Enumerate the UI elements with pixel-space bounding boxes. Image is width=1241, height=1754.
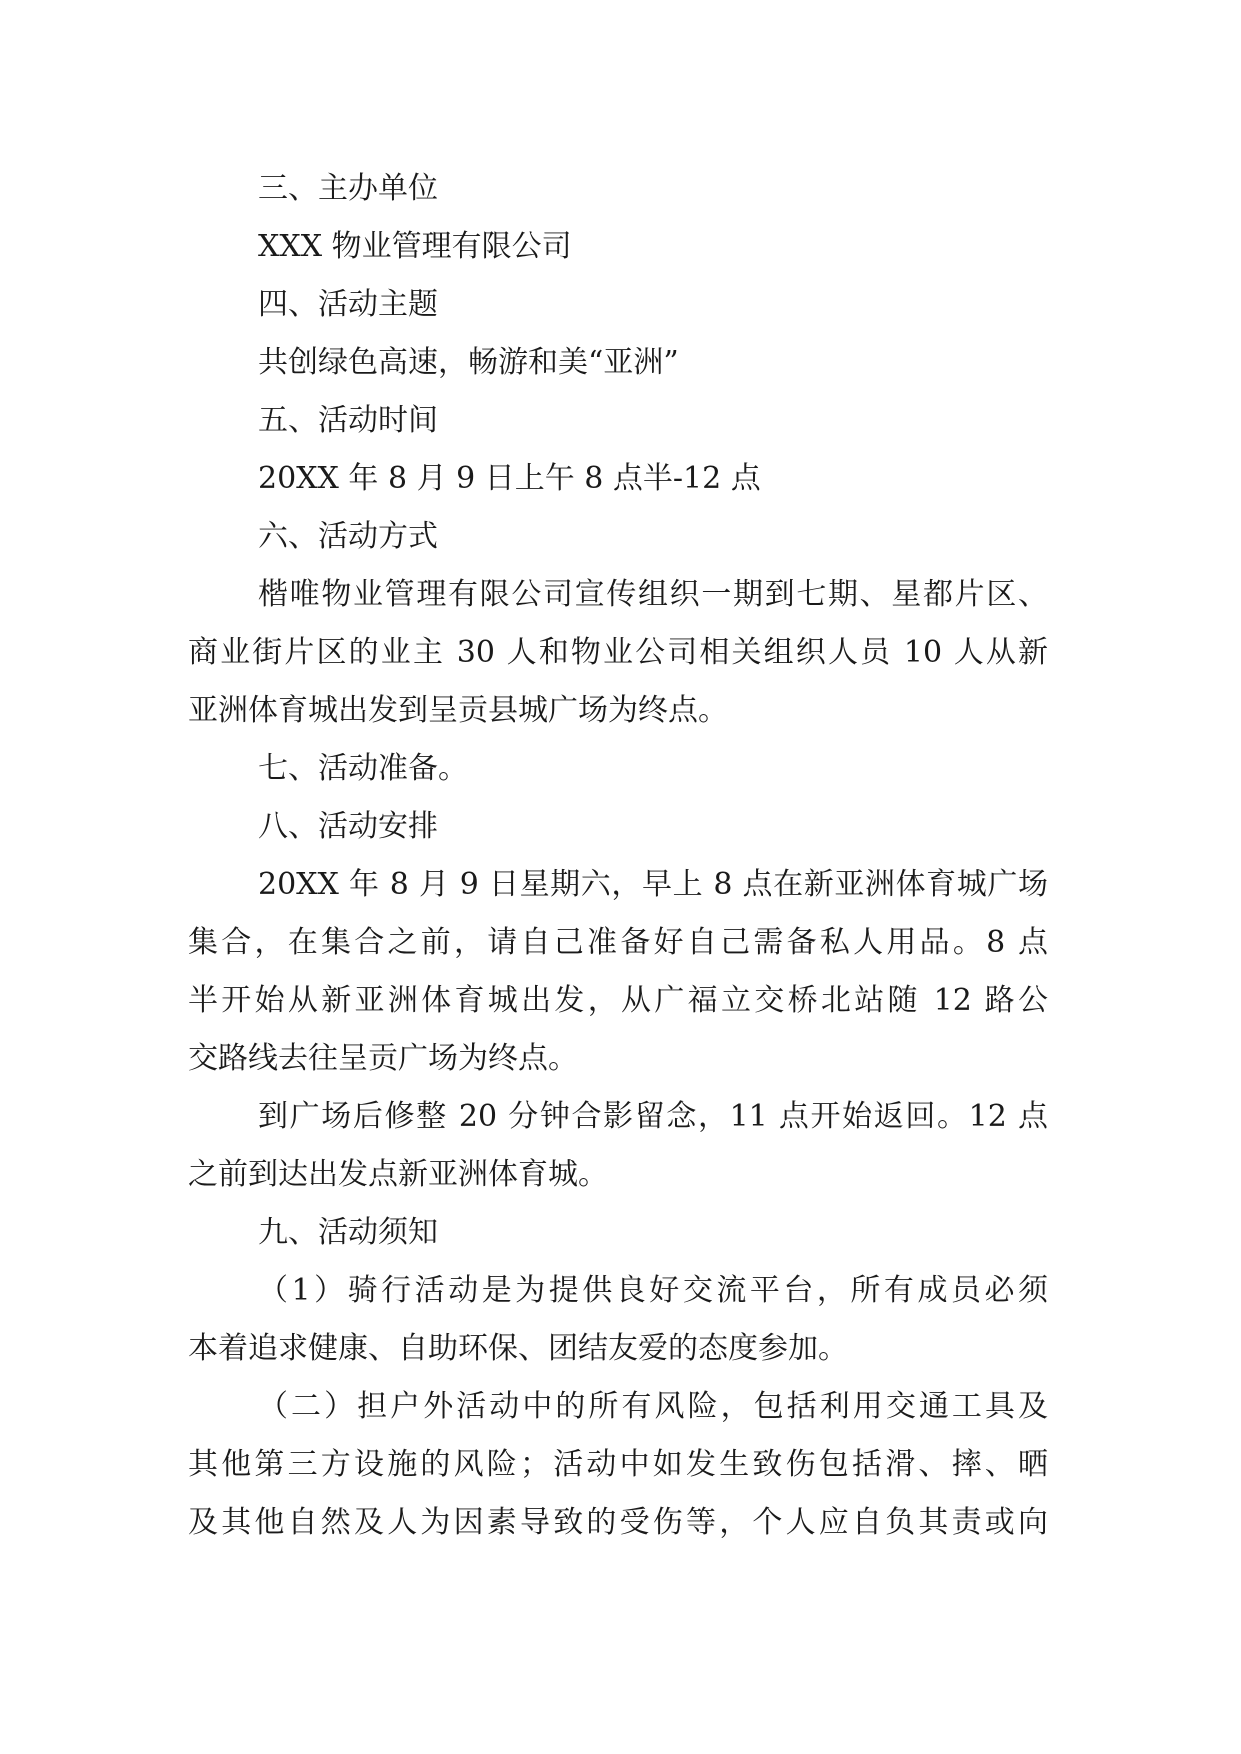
document-line: 半开始从新亚洲体育城出发，从广福立交桥北站随 12 路公 — [188, 983, 1048, 1018]
document-line: 其他第三方设施的风险；活动中如发生致伤包括滑、摔、晒 — [188, 1447, 1048, 1482]
document-line: （1）骑行活动是为提供良好交流平台，所有成员必须 — [258, 1273, 1048, 1308]
document-body — [188, 160, 1048, 1552]
document-line: 五、活动时间 — [258, 403, 438, 438]
document-line: 及其他自然及人为因素导致的受伤等，个人应自负其责或向 — [188, 1505, 1048, 1540]
document-line: 亚洲体育城出发到呈贡县城广场为终点。 — [188, 693, 728, 728]
document-line: 三、主办单位 — [258, 171, 438, 206]
document-line: 商业街片区的业主 30 人和物业公司相关组织人员 10 人从新 — [188, 635, 1048, 670]
document-line: 20XX 年 8 月 9 日星期六，早上 8 点在新亚洲体育城广场 — [258, 867, 1048, 902]
document-line: （二）担户外活动中的所有风险，包括利用交通工具及 — [258, 1389, 1048, 1424]
document-line: 楷唯物业管理有限公司宣传组织一期到七期、星都片区、 — [258, 577, 1048, 612]
document-line: 八、活动安排 — [258, 809, 438, 844]
document-line: 四、活动主题 — [258, 287, 438, 322]
document-line: 七、活动准备。 — [258, 751, 468, 786]
document-line: 九、活动须知 — [258, 1215, 438, 1250]
document-line: XXX 物业管理有限公司 — [258, 229, 572, 264]
document-line: 交路线去往呈贡广场为终点。 — [188, 1041, 578, 1076]
document-line: 20XX 年 8 月 9 日上午 8 点半-12 点 — [258, 461, 761, 496]
document-line: 共创绿色高速，畅游和美“亚洲” — [258, 345, 679, 380]
document-line: 六、活动方式 — [258, 519, 438, 554]
document-line: 本着追求健康、自助环保、团结友爱的态度参加。 — [188, 1331, 848, 1366]
document-line: 到广场后修整 20 分钟合影留念，11 点开始返回。12 点 — [258, 1099, 1048, 1134]
document-line: 之前到达出发点新亚洲体育城。 — [188, 1157, 608, 1192]
document-line: 集合，在集合之前，请自己准备好自己需备私人用品。8 点 — [188, 925, 1048, 960]
